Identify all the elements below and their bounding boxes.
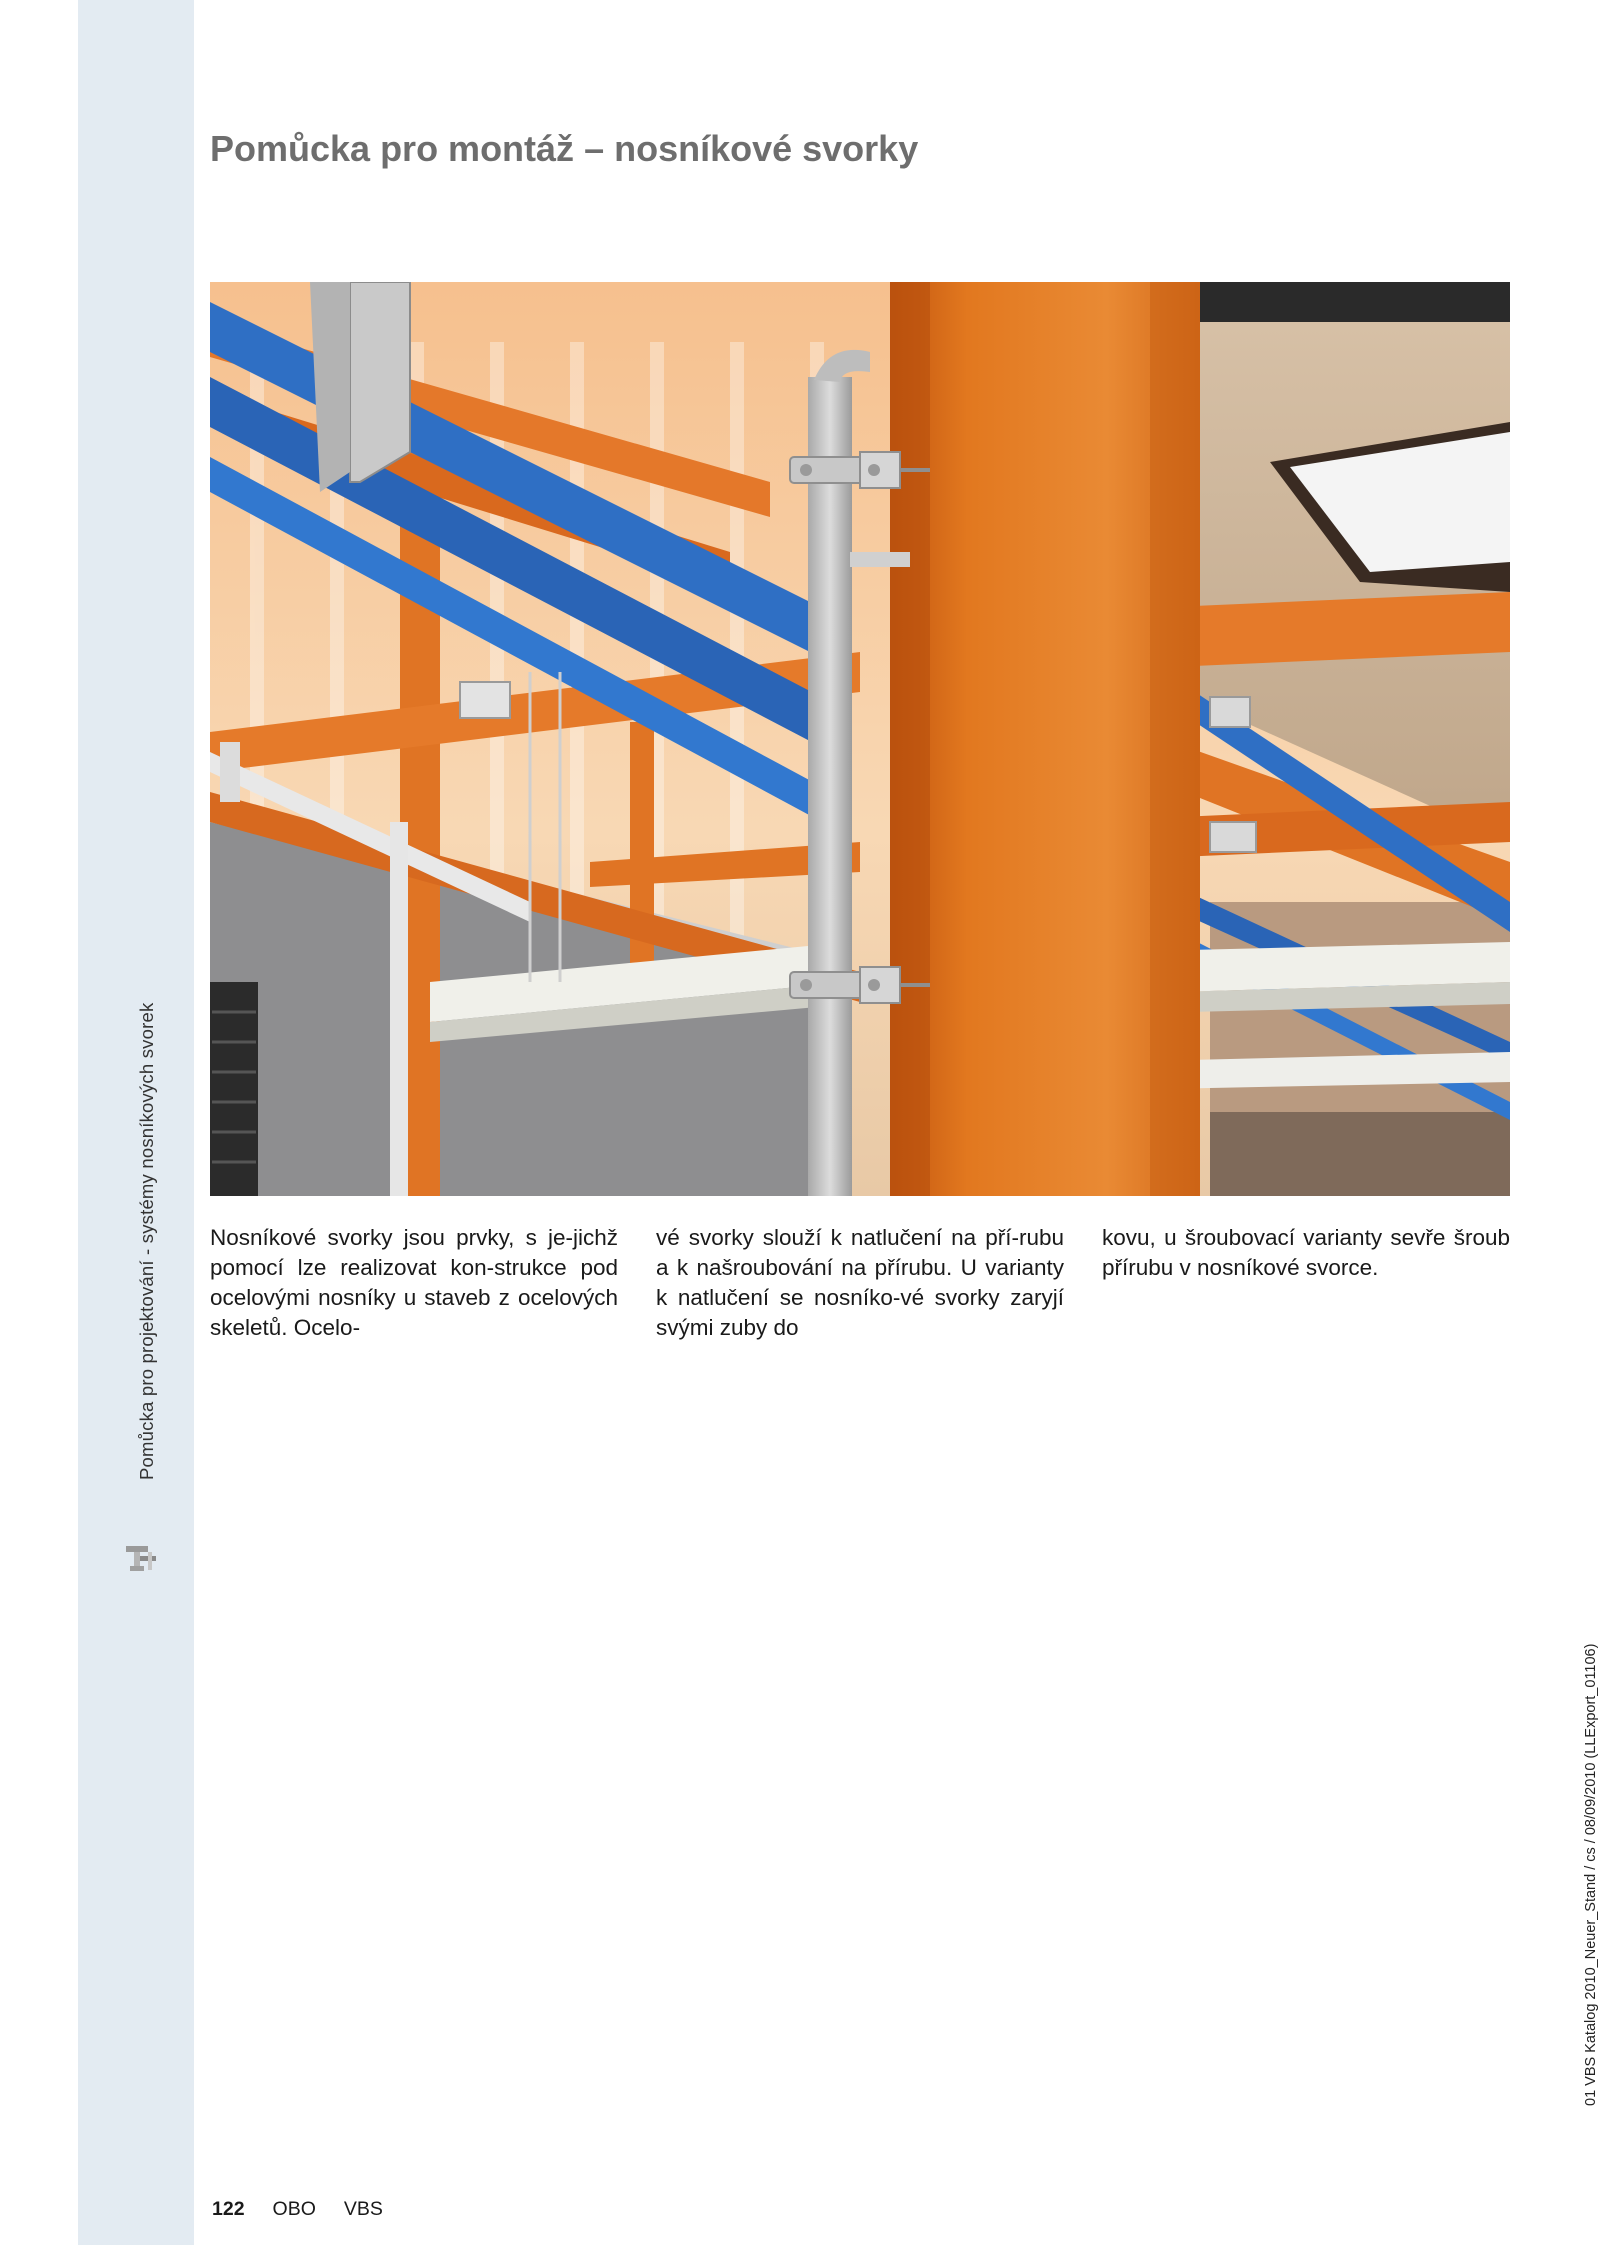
body-column-2: vé svorky slouží k natlučení na pří-rubu a k našroubování na přírubu. U varianty k natlučení se nosníko-vé svorky zaryjí svými zuby do: [656, 1225, 1064, 1340]
print-meta-info: 01 VBS Katalog 2010_Neuer_Stand / cs / 08/09/2010 (LLExport_01106): [1583, 1643, 1599, 2106]
page-footer: [212, 2198, 383, 2221]
page-title: Pomůcka pro montáž – nosníkové svorky: [210, 128, 919, 169]
page-number: 122: [212, 2198, 245, 2220]
body-column-1: Nosníkové svorky jsou prvky, s je-jichž pomocí lze realizovat kon-strukce pod ocelovými nosníky u staveb z ocelových skeletů. Ocelo-: [210, 1225, 618, 1340]
body-column-3: kovu, u šroubovací varianty sevře šroub přírubu v nosníkové svorce.: [1102, 1225, 1510, 1280]
sidebar-section-label: Pomůcka pro projektování - systémy nosníkových svorek: [136, 1002, 157, 1480]
footer-section: VBS: [343, 2198, 383, 2220]
beam-clamp-icon: [122, 1540, 162, 1578]
installation-photo: [210, 282, 1510, 1196]
footer-brand: OBO: [272, 2198, 316, 2220]
